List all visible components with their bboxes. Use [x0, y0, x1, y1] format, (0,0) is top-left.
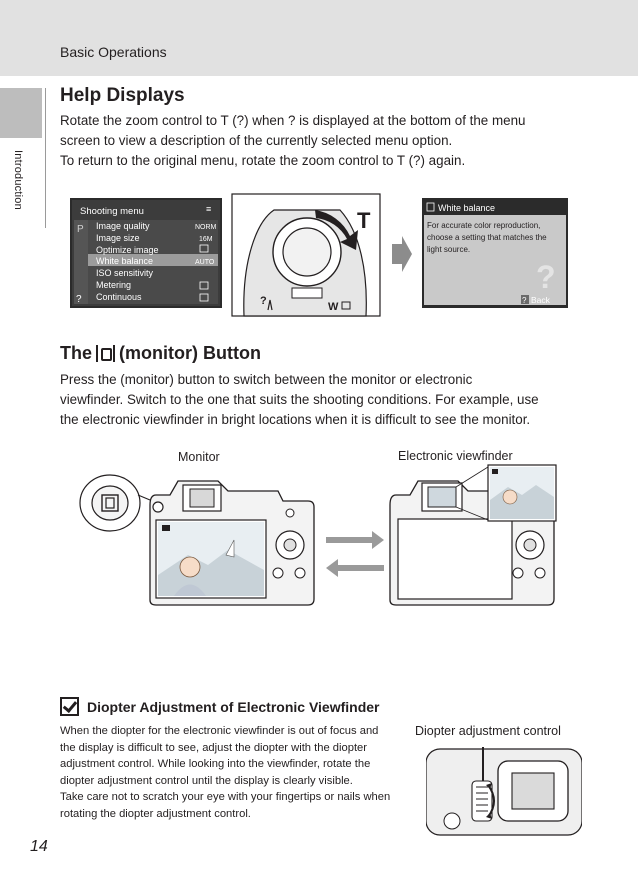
diopter-figure [426, 745, 582, 837]
help-line: Rotate the zoom control to T (?) when ? is displayed at the bottom of the menu [60, 113, 526, 128]
camera-monitor-view [150, 481, 314, 605]
svg-text:?: ? [522, 296, 527, 305]
side-divider [45, 88, 46, 228]
monitor-title-post: (monitor) Button [119, 343, 261, 363]
monitor-label: Monitor [178, 450, 220, 464]
menu-item: White balance [96, 256, 154, 266]
diopter-note-title [60, 697, 379, 716]
monitor-evf-figure [78, 445, 578, 615]
diopter-line: diopter adjustment control until the display is clearly visible. [60, 774, 353, 787]
svg-text:≡: ≡ [206, 204, 212, 214]
monitor-line: the electronic viewfinder in bright locations when it is difficult to see the monitor. [60, 412, 531, 427]
menu-title: Shooting menu [80, 206, 144, 217]
menu-item: Continuous [96, 292, 142, 302]
switch-arrows [326, 531, 384, 577]
menu-item: Image size [96, 233, 140, 243]
arrow-icon [392, 236, 412, 272]
menu-value: 16M [199, 236, 213, 243]
side-tab [0, 88, 42, 138]
side-tab-label: Introduction [12, 150, 24, 210]
menu-item: ISO sensitivity [96, 268, 154, 278]
help-display-figure [60, 192, 576, 318]
help-screen-line: For accurate color reproduction, [427, 221, 541, 230]
evf-label: Electronic viewfinder [398, 449, 513, 463]
diopter-line: the display is difficult to see, adjust the diopter with the diopter [60, 741, 368, 754]
help-screen-line: light source. [427, 245, 471, 254]
help-screen-title: White balance [438, 203, 496, 213]
monitor-title-pre: The [60, 343, 93, 363]
help-screen [422, 198, 568, 308]
svg-text:P: P [77, 224, 84, 235]
monitor-line: viewfinder. Switch to the one that suits the shooting conditions. For example, use [60, 392, 539, 407]
help-line: To return to the original menu, rotate the zoom control to T (?) again. [60, 153, 466, 168]
checkmark-icon [60, 697, 79, 716]
monitor-button-title [60, 343, 261, 364]
monitor-line: Press the (monitor) button to switch between the monitor or electronic [60, 372, 473, 387]
diopter-line: When the diopter for the electronic viewfinder is out of focus and [60, 725, 379, 737]
page-number: 14 [30, 838, 48, 855]
monitor-paragraph [60, 370, 600, 430]
diopter-line: rotating the diopter adjustment control. [60, 807, 251, 820]
help-paragraph [60, 111, 600, 171]
help-screen-line: choose a setting that matches the [427, 233, 547, 242]
diopter-control-label: Diopter adjustment control [415, 724, 561, 738]
svg-text:?: ? [260, 295, 267, 307]
help-screen-back: Back [531, 295, 550, 305]
zoom-letter: T [357, 208, 371, 233]
shooting-menu-screen [70, 198, 222, 308]
zoom-control-illustration [232, 194, 380, 316]
help-line: screen to view a description of the currently selected menu option. [60, 133, 453, 148]
diopter-line: adjustment control. While looking into the viewfinder, rotate the [60, 758, 371, 770]
header-band [0, 0, 638, 76]
section-header: Basic Operations [60, 44, 167, 60]
menu-value: AUTO [195, 259, 215, 266]
camera-evf-view [390, 465, 556, 605]
menu-item: Optimize image [96, 245, 159, 255]
menu-item: Image quality [96, 221, 150, 231]
svg-text:W: W [328, 301, 339, 313]
help-displays-title: Help Displays [60, 85, 185, 106]
diopter-note-body [60, 723, 410, 822]
monitor-button-icon [96, 345, 115, 362]
menu-item: Metering [96, 280, 132, 290]
svg-text:?: ? [536, 259, 556, 295]
monitor-button-closeup [80, 475, 150, 531]
svg-text:?: ? [76, 294, 82, 305]
diopter-line: Take care not to scratch your eye with your fingertips or nails when [60, 791, 391, 803]
menu-value: NORM [195, 224, 217, 231]
diopter-title-text: Diopter Adjustment of Electronic Viewfinder [87, 698, 380, 715]
